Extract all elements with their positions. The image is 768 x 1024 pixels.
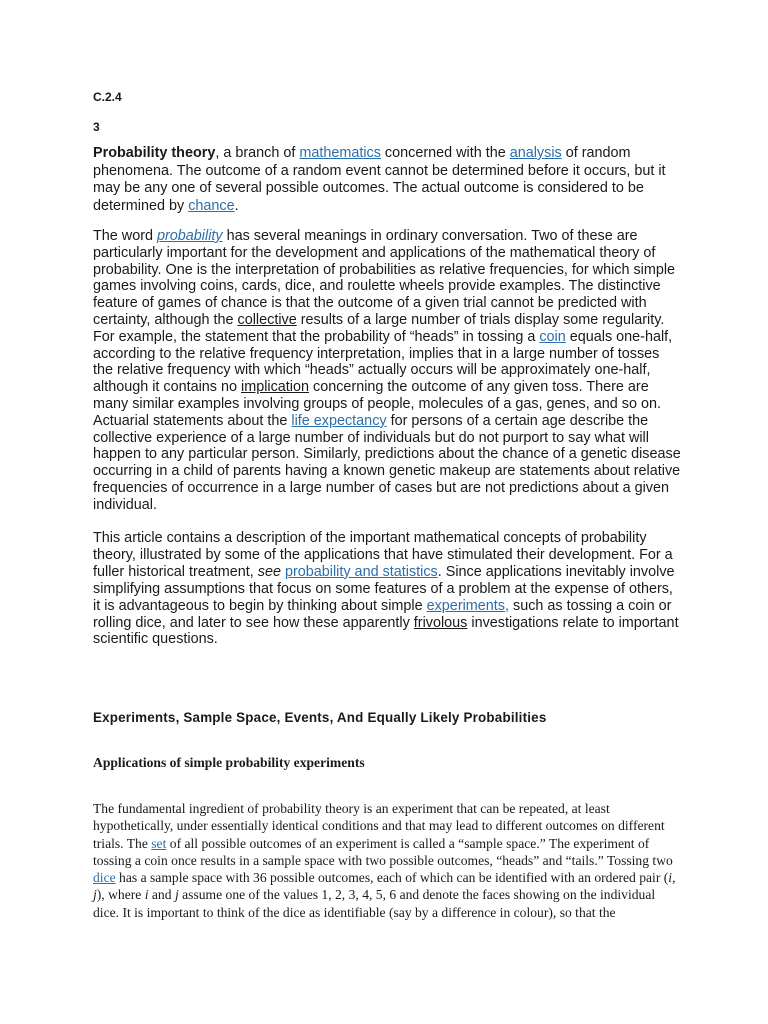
document-code: C.2.4 [93, 90, 122, 104]
link-dice[interactable]: dice [93, 870, 116, 886]
section-heading: Experiments, Sample Space, Events, And Equally Likely Probabilities [93, 710, 547, 725]
paragraph-word-probability [93, 228, 683, 514]
text-span: such as tossing a coin or rolling dice, and later to see how these apparently [93, 597, 672, 631]
link-set[interactable]: set [151, 835, 167, 851]
link-coin[interactable]: coin [539, 328, 566, 345]
var-j: j [174, 887, 179, 903]
text-span: assume one of the values 1, 2, 3, 4, 5, 6 and denote the faces showing on the individual dice. It is important to think of the dice as identifiable (say by a difference in colour), so that the [93, 887, 656, 920]
text-span: The word [93, 228, 157, 244]
term-collective[interactable]: collective [237, 311, 297, 328]
link-chance[interactable]: chance [188, 197, 235, 214]
page-number: 3 [93, 120, 100, 134]
text-span: of all possible outcomes of an experiment is called a “sample space.” The experiment of tossing a coin once results in a sample space with two possible outcomes, “heads” and “tails.” Tossing two [93, 835, 673, 868]
link-probability-and-statistics[interactable]: probability and statistics [284, 563, 438, 580]
text-span: . [234, 197, 239, 214]
text-span: . Since applications inevitably involve simplifying assumptions that focus on some features of a problem at the expense of others, it is advantageous to begin by thinking about simple [93, 563, 675, 614]
term-implication[interactable]: implication [241, 379, 309, 396]
link-experiments[interactable]: experiments, [426, 597, 509, 614]
paragraph-intro [93, 145, 683, 215]
text-span: has a sample space with 36 possible outcomes, each of which can be identified with an ordered pair ( [115, 870, 669, 886]
var-i: i [668, 870, 673, 886]
text-span: results of a large number of trials display some regularity. For example, the statement that the probability of “heads” in tossing a [93, 311, 665, 345]
link-probability[interactable]: probability [157, 228, 223, 244]
text-span: concerning the outcome of any given toss. There are many similar examples involving groups of people, molecules of a gas, genes, and so on. Actuarial statements about the [93, 379, 661, 429]
text-span: has several meanings in ordinary conversation. Two of these are particularly important for the development and applications of the mathematical theory of probability. One is the interpretation of probabilities as relative frequencies, for which simple games involving coins, cards, dice, and roulette wheels provide examples. The distinctive feature of games of chance is that the outcome of a given trial cannot be predicted with certainty, although the [93, 228, 676, 328]
text-span: , [672, 870, 676, 886]
text-span: investigations relate to important scientific questions. [93, 614, 679, 648]
term-frivolous[interactable]: frivolous [413, 614, 468, 631]
link-life-expectancy[interactable]: life expectancy [291, 412, 387, 429]
text-span: and [148, 887, 175, 903]
text-span: This article contains a description of the important mathematical concepts of probability theory, illustrated by some of the applications that have stimulated their development. For a fuller historical treatment, [93, 530, 673, 580]
see-text: see [257, 563, 281, 580]
link-analysis[interactable]: analysis [509, 145, 562, 161]
paragraph-fundamental-ingredient [93, 800, 683, 921]
text-span: of random phenomena. The outcome of a random event cannot be determined before it occurs, but it may be any one of several possible outcomes. The actual outcome is considered to be determined by [93, 145, 666, 214]
term-probability-theory: Probability theory [93, 145, 216, 161]
paragraph-article-description [93, 530, 683, 648]
var-j: j [93, 887, 97, 903]
text-span: , a branch of [215, 145, 300, 161]
text-span: for persons of a certain age describe the collective experience of a large number of individuals but do not purport to say what will happen to any particular person. Similarly, predictions about the chance of a genetic disease occurring in a child of parents having a known genetic makeup are statements about relative frequencies of occurrence in a large number of cases but are not predictions about a given individual. [93, 412, 681, 513]
text-span: ), where [96, 887, 145, 903]
var-i: i [144, 887, 149, 903]
text-span: concerned with the [380, 145, 510, 161]
text-span: The fundamental ingredient of probability theory is an experiment that can be repeated, at least hypothetically, under essentially identical conditions and that may lead to different outcomes on different trials. The [93, 801, 665, 851]
text-span: equals one-half, according to the relative frequency interpretation, implies that in a large number of tosses the relative frequency with which “heads” actually occurs will be approximately one-half, although it contains no [93, 328, 673, 396]
link-mathematics[interactable]: mathematics [299, 145, 381, 161]
subsection-heading: Applications of simple probability experiments [93, 755, 365, 770]
